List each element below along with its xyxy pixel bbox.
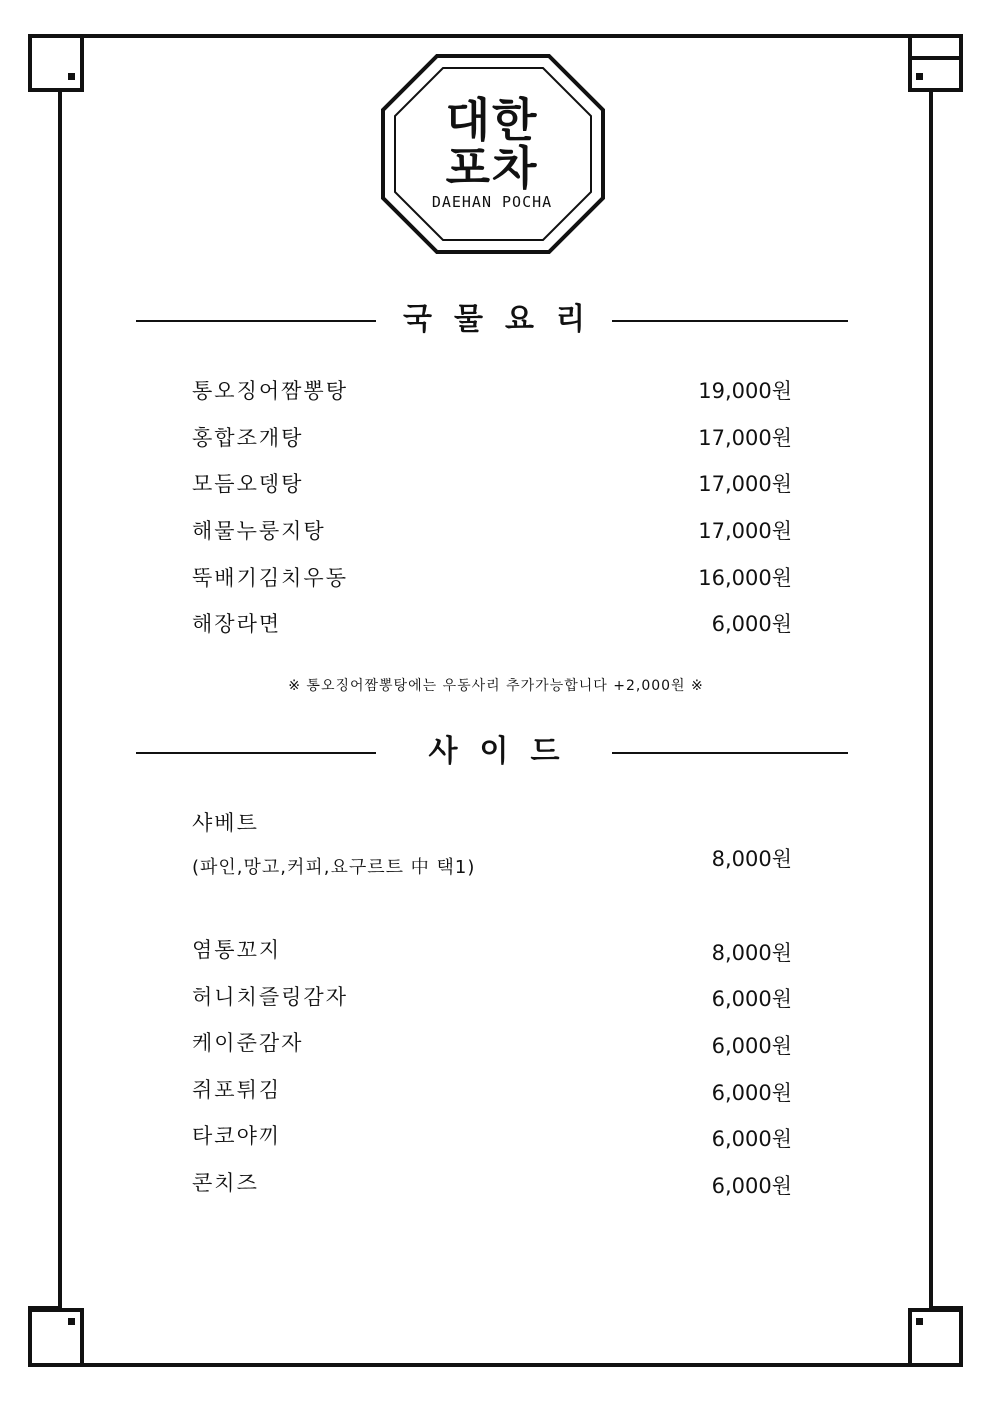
menu-item-name: 해장라면 — [192, 612, 282, 636]
section-rule-left — [136, 320, 376, 322]
menu-item-price: 16,000원 — [698, 566, 792, 590]
menu-item-price: 6,000원 — [711, 612, 792, 636]
logo-title-line2: 포차 — [445, 141, 539, 195]
menu-item-name: 뚝배기김치우동 — [192, 566, 349, 590]
menu-item-price: 6,000원 — [711, 1127, 792, 1151]
menu-item-name: 타코야끼 — [192, 1124, 282, 1148]
menu-item-name: 모듬오뎅탕 — [192, 472, 304, 496]
section-title-soup: 국물요리 — [403, 302, 607, 337]
menu-item-name: 쥐포튀김 — [192, 1078, 282, 1102]
logo-title-line1: 대한 — [445, 93, 539, 147]
menu-item-price: 17,000원 — [698, 426, 792, 450]
menu-item-price: 6,000원 — [711, 1081, 792, 1105]
menu-item-detail: (파인,망고,커피,요구르트 中 택1) — [192, 857, 476, 878]
section-rule-right — [612, 320, 848, 322]
menu-item-price: 17,000원 — [698, 472, 792, 496]
menu-item-price: 17,000원 — [698, 519, 792, 543]
menu-item-name: 통오징어짬뽕탕 — [192, 379, 349, 403]
section-title-side: 사이드 — [428, 734, 582, 769]
menu-item-name: 콘치즈 — [192, 1171, 259, 1195]
menu-note: ※ 통오징어짬뽕탕에는 우동사리 추가가능합니다 +2,000원 ※ — [288, 678, 704, 694]
menu-item-name: 케이준감자 — [192, 1031, 304, 1055]
menu-item-name: 홍합조개탕 — [192, 426, 304, 450]
section-rule-right — [612, 752, 848, 754]
menu-item-price: 8,000원 — [711, 941, 792, 965]
menu-item-name: 허니치즐링감자 — [192, 985, 349, 1009]
menu-item-price: 6,000원 — [711, 1174, 792, 1198]
section-rule-left — [136, 752, 376, 754]
menu-item-price: 6,000원 — [711, 987, 792, 1011]
menu-item-price: 6,000원 — [711, 1034, 792, 1058]
menu-item-name: 샤베트 — [192, 811, 259, 835]
menu-item-price: 8,000원 — [711, 847, 792, 871]
menu-item-name: 염통꼬지 — [192, 938, 282, 962]
menu-item-price: 19,000원 — [698, 379, 792, 403]
menu-item-name: 해물누룽지탕 — [192, 519, 326, 543]
logo-subtitle: DAEHAN POCHA — [431, 193, 553, 211]
